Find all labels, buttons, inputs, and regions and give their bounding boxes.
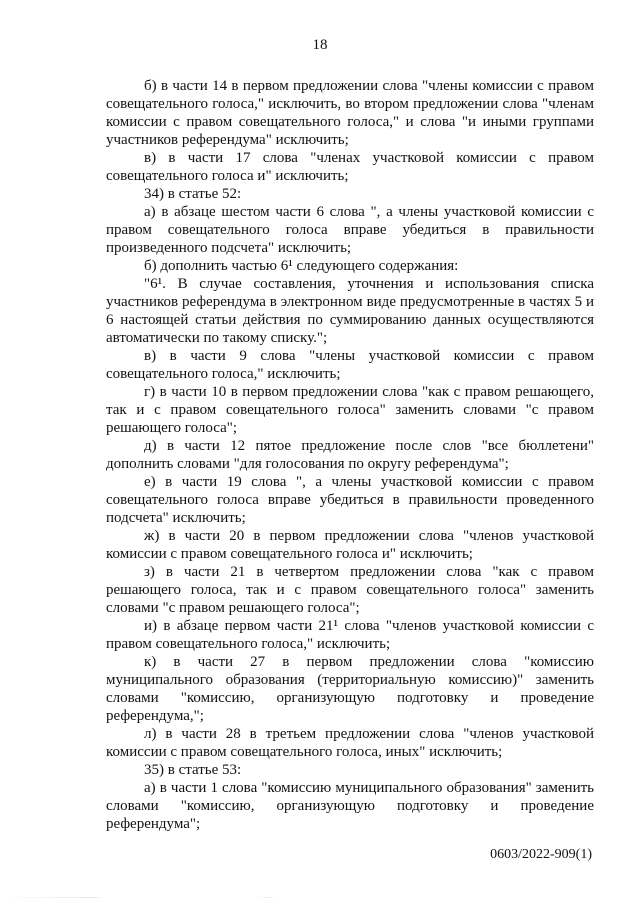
paragraph: е) в части 19 слова ", а члены участковой комиссии с правом совещательного голоса вправе убедиться в правильности проведенного подсчета" исключить; xyxy=(106,474,594,526)
paragraph: а) в части 1 слова "комиссию муниципального образования" заменить словами "комиссию, организующую подготовку и проведение референдума"; xyxy=(106,780,594,832)
paragraph: б) в части 14 в первом предложении слова "члены комиссии с правом совещательного голоса," исключить, во втором предложении слова "членам комиссии с правом совещательного голоса," и слова "и иными группами участников референдума" исключить; xyxy=(106,78,594,148)
paragraph: а) в абзаце шестом части 6 слова ", а члены участковой комиссии с правом совещательного голоса вправе убедиться в правильности произведенного подсчета" исключить; xyxy=(106,204,594,256)
paragraph: в) в части 9 слова "члены участковой комиссии с правом совещательного голоса," исключить; xyxy=(106,348,594,382)
paragraph: 34) в статье 52: xyxy=(144,186,242,202)
paragraph: "6¹. В случае составления, уточнения и использования списка участников референдума в электронном виде предусмотренные в частях 5 и 6 настоящей статьи действия по суммированию данных осуществляются автоматически по такому списку."; xyxy=(106,276,594,346)
paragraph: к) в части 27 в первом предложении слова "комиссию муниципального образования (территориальную комиссию)" заменить словами "комиссию, организующую подготовку и проведение референдума,"; xyxy=(106,654,594,724)
page-number: 18 xyxy=(312,37,328,53)
paragraph: 35) в статье 53: xyxy=(144,762,242,778)
paragraph: л) в части 28 в третьем предложении слова "членов участковой комиссии с правом совещательного голоса, иных" исключить; xyxy=(106,726,594,760)
paragraph: и) в абзаце первом части 21¹ слова "членов участковой комиссии с правом совещательного голоса," исключить; xyxy=(106,618,594,652)
paragraph: д) в части 12 пятое предложение после слов "все бюллетени" дополнить словами "для голосования по округу референдума"; xyxy=(106,438,594,472)
scan-edge-mark xyxy=(0,897,640,898)
paragraph: з) в части 21 в четвертом предложении слова "как с правом решающего голоса, так и с правом совещательного голоса" заменить словами "с правом решающего голоса"; xyxy=(106,564,594,616)
document-body xyxy=(106,77,594,833)
paragraph: в) в части 17 слова "членах участковой комиссии с правом совещательного голоса и" исключить; xyxy=(106,150,594,184)
paragraph: г) в части 10 в первом предложении слова "как с правом решающего, так и с правом совещательного голоса" заменить словами "с правом решающего голоса"; xyxy=(106,384,594,436)
document-code: 0603/2022-909(1) xyxy=(490,847,592,862)
paragraph: б) дополнить частью 6¹ следующего содержания: xyxy=(144,258,459,274)
paragraph: ж) в части 20 в первом предложении слова "членов участковой комиссии с правом совещательного голоса и" исключить; xyxy=(106,528,594,562)
